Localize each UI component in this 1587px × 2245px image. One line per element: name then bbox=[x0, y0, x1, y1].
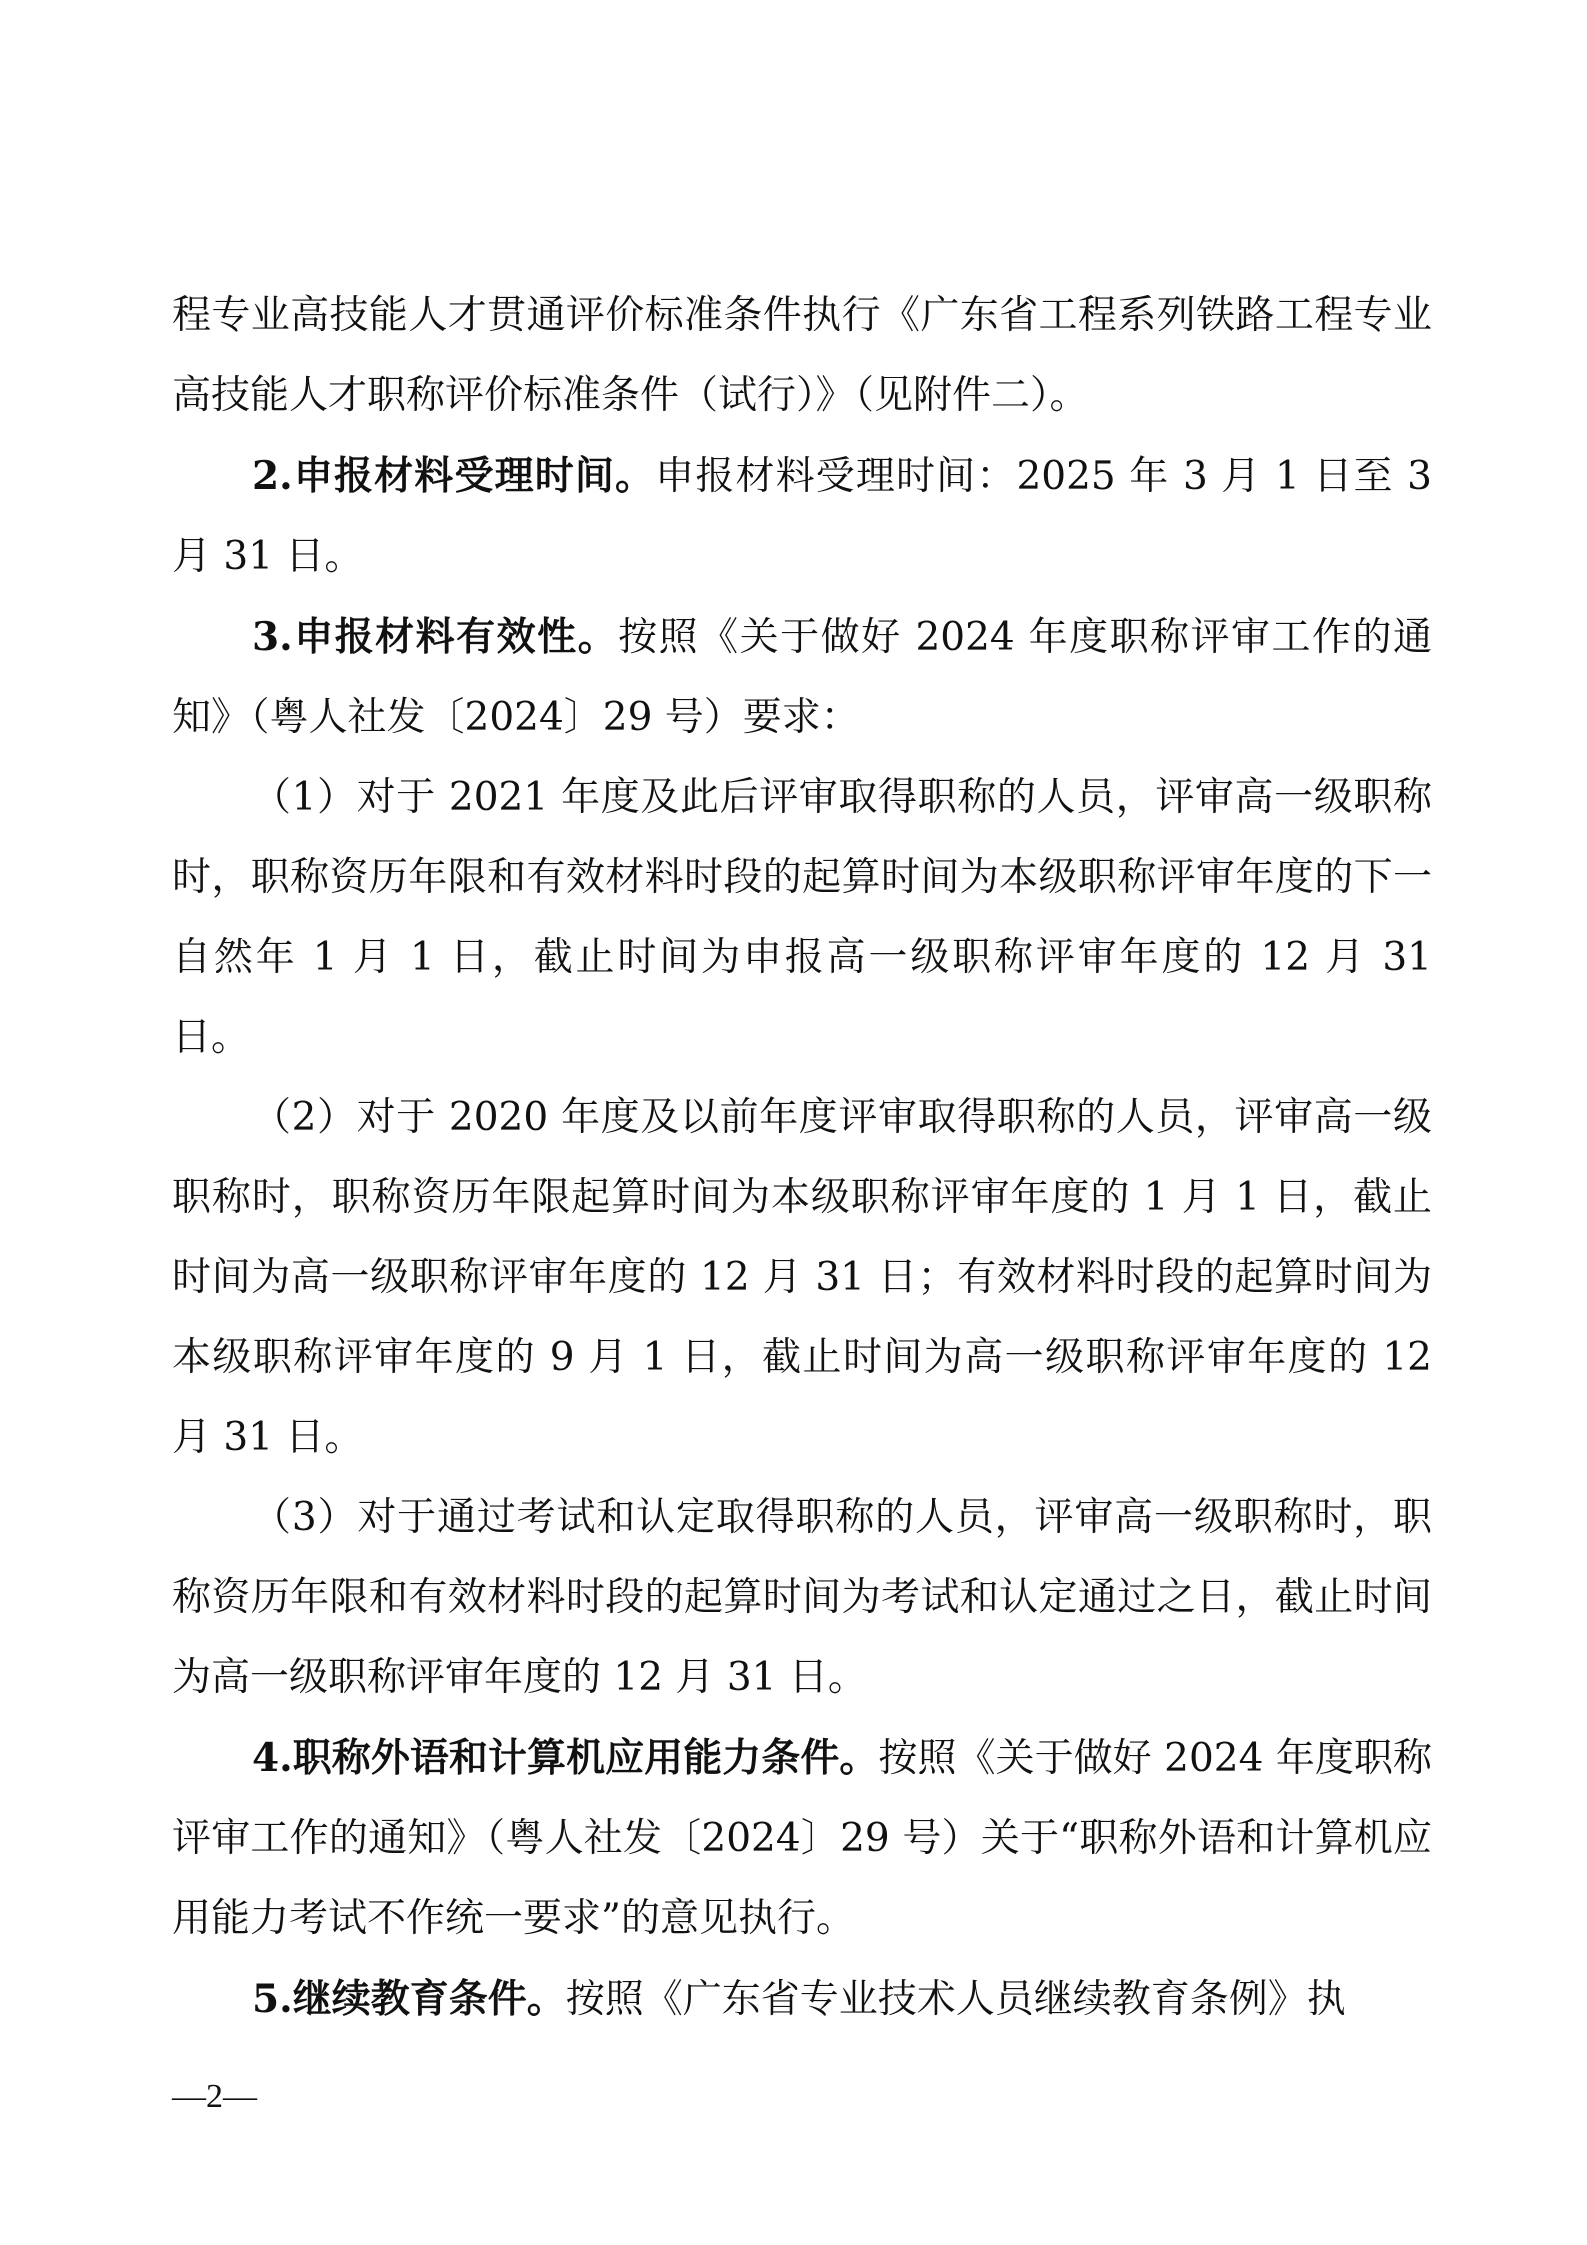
paragraph-heading: 5.继续教育条件。 bbox=[252, 1976, 566, 2022]
paragraph-item-2-submission-time bbox=[172, 436, 1432, 597]
paragraph-text: （3）对于通过考试和认定取得职称的人员，评审高一级职称时，职称资历年限和有效材料时段的起算时间为考试和认定通过之日，截止时间为高一级职称评审年度的 12 月 31 日。 bbox=[172, 1495, 1432, 1700]
paragraph-heading: 3.申报材料有效性。 bbox=[252, 614, 619, 660]
page-number: —2— bbox=[172, 2078, 257, 2115]
paragraph-text: 按照《关于做好 2024 年度职称评审工作的通知》（粤人社发〔2024〕29 号）要求： bbox=[172, 615, 1433, 740]
paragraph-subitem-3 bbox=[172, 1478, 1432, 1718]
paragraph-subitem-1 bbox=[172, 758, 1432, 1078]
paragraph-item-3-material-validity bbox=[172, 597, 1432, 758]
paragraph-continuation bbox=[172, 276, 1432, 436]
paragraph-heading: 2.申报材料受理时间。 bbox=[252, 453, 656, 499]
paragraph-item-5-continuing-education bbox=[172, 1959, 1432, 2040]
paragraph-heading: 4.职称外语和计算机应用能力条件。 bbox=[252, 1735, 879, 1781]
paragraph-text: （1）对于 2021 年度及此后评审取得职称的人员，评审高一级职称时，职称资历年限和有效材料时段的起算时间为本级职称评审年度的下一自然年 1 月 1 日，截止时间为申报高一级职称评审年度的 12 月 31 日。 bbox=[172, 775, 1432, 1060]
paragraph-item-4-language-computer bbox=[172, 1718, 1432, 1959]
paragraph-subitem-2 bbox=[172, 1078, 1432, 1478]
paragraph-text: 程专业高技能人才贯通评价标准条件执行《广东省工程系列铁路工程专业高技能人才职称评价标准条件（试行）》（见附件二）。 bbox=[172, 293, 1432, 418]
paragraph-text: （2）对于 2020 年度及以前年度评审取得职称的人员，评审高一级职称时，职称资历年限起算时间为本级职称评审年度的 1 月 1 日，截止时间为高一级职称评审年度的 12 月 31 日；有效材料时段的起算时间为本级职称评审年度的 9 月 1 日，截止时间为高一级职称评审年度的 12 月 31 日。 bbox=[172, 1095, 1432, 1460]
paragraph-text: 按照《关于做好 2024 年度职称评审工作的通知》（粤人社发〔2024〕29 号）关于“职称外语和计算机应用能力考试不作统一要求”的意见执行。 bbox=[172, 1736, 1432, 1941]
paragraph-text: 按照《广东省专业技术人员继续教育条例》执 bbox=[565, 1977, 1346, 2022]
paragraph-text: 申报材料受理时间：2025 年 3 月 1 日至 3 月 31 日。 bbox=[172, 454, 1432, 579]
document-body bbox=[172, 276, 1432, 2040]
